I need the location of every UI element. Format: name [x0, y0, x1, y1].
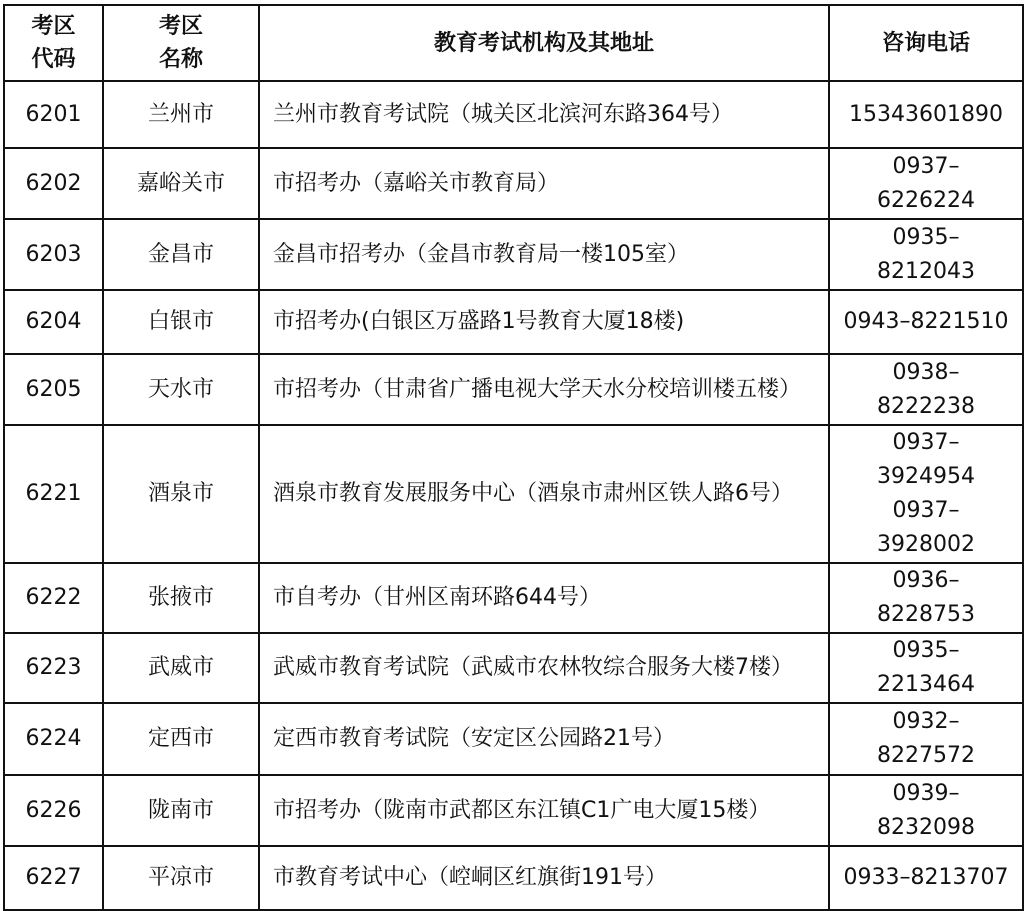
address-cell: 市招考办（陇南市武都区东江镇C1广电大厦15楼）	[259, 775, 829, 846]
area-name-cell: 酒泉市	[103, 425, 259, 563]
address-cell: 市招考办（甘肃省广播电视大学天水分校培训楼五楼）	[259, 354, 829, 425]
area-name-cell: 兰州市	[103, 81, 259, 148]
address-cell: 市自考办（甘州区南环路644号）	[259, 563, 829, 633]
address-cell: 兰州市教育考试院（城关区北滨河东路364号）	[259, 81, 829, 148]
area-name-cell: 金昌市	[103, 219, 259, 290]
area-name-cell: 平凉市	[103, 846, 259, 910]
table-row	[4, 846, 1023, 910]
table-row	[4, 703, 1023, 775]
phone-cell: 0943–8221510	[829, 290, 1023, 354]
area-name-cell: 张掖市	[103, 563, 259, 633]
phone-cell: 0933–8213707	[829, 846, 1023, 910]
phone-cell: 15343601890	[829, 81, 1023, 148]
area-code-cell: 6226	[4, 775, 103, 846]
table-row	[4, 81, 1023, 148]
area-name-cell: 白银市	[103, 290, 259, 354]
phone-cell: 0935– 8212043	[829, 219, 1023, 290]
area-code-cell: 6202	[4, 148, 103, 219]
table-row	[4, 148, 1023, 219]
area-code-cell: 6201	[4, 81, 103, 148]
address-cell: 市招考办(白银区万盛路1号教育大厦18楼)	[259, 290, 829, 354]
header-address: 教育考试机构及其地址	[259, 5, 829, 81]
area-code-cell: 6227	[4, 846, 103, 910]
address-cell: 金昌市招考办（金昌市教育局一楼105室）	[259, 219, 829, 290]
address-cell: 市教育考试中心（崆峒区红旗街191号）	[259, 846, 829, 910]
table-row	[4, 290, 1023, 354]
header-code: 考区 代码	[4, 5, 103, 81]
table-row	[4, 563, 1023, 633]
area-code-cell: 6203	[4, 219, 103, 290]
phone-cell: 0937– 6226224	[829, 148, 1023, 219]
table-header-row	[4, 5, 1023, 81]
phone-cell: 0938– 8222238	[829, 354, 1023, 425]
header-name: 考区 名称	[103, 5, 259, 81]
area-name-cell: 定西市	[103, 703, 259, 775]
area-code-cell: 6221	[4, 425, 103, 563]
area-code-cell: 6204	[4, 290, 103, 354]
address-cell: 定西市教育考试院（安定区公园路21号）	[259, 703, 829, 775]
area-name-cell: 武威市	[103, 633, 259, 703]
phone-cell: 0932– 8227572	[829, 703, 1023, 775]
area-code-cell: 6223	[4, 633, 103, 703]
table-row	[4, 354, 1023, 425]
table-row	[4, 219, 1023, 290]
area-name-cell: 嘉峪关市	[103, 148, 259, 219]
address-cell: 武威市教育考试院（武威市农林牧综合服务大楼7楼）	[259, 633, 829, 703]
table-row	[4, 775, 1023, 846]
address-cell: 市招考办（嘉峪关市教育局）	[259, 148, 829, 219]
area-code-cell: 6224	[4, 703, 103, 775]
phone-cell: 0935– 2213464	[829, 633, 1023, 703]
header-phone: 咨询电话	[829, 5, 1023, 81]
area-name-cell: 陇南市	[103, 775, 259, 846]
area-name-cell: 天水市	[103, 354, 259, 425]
exam-office-table	[3, 4, 1024, 911]
table-row	[4, 633, 1023, 703]
phone-cell: 0936– 8228753	[829, 563, 1023, 633]
table-row	[4, 425, 1023, 563]
phone-cell: 0937– 3924954 0937– 3928002	[829, 425, 1023, 563]
phone-cell: 0939– 8232098	[829, 775, 1023, 846]
address-cell: 酒泉市教育发展服务中心（酒泉市肃州区铁人路6号）	[259, 425, 829, 563]
area-code-cell: 6222	[4, 563, 103, 633]
area-code-cell: 6205	[4, 354, 103, 425]
